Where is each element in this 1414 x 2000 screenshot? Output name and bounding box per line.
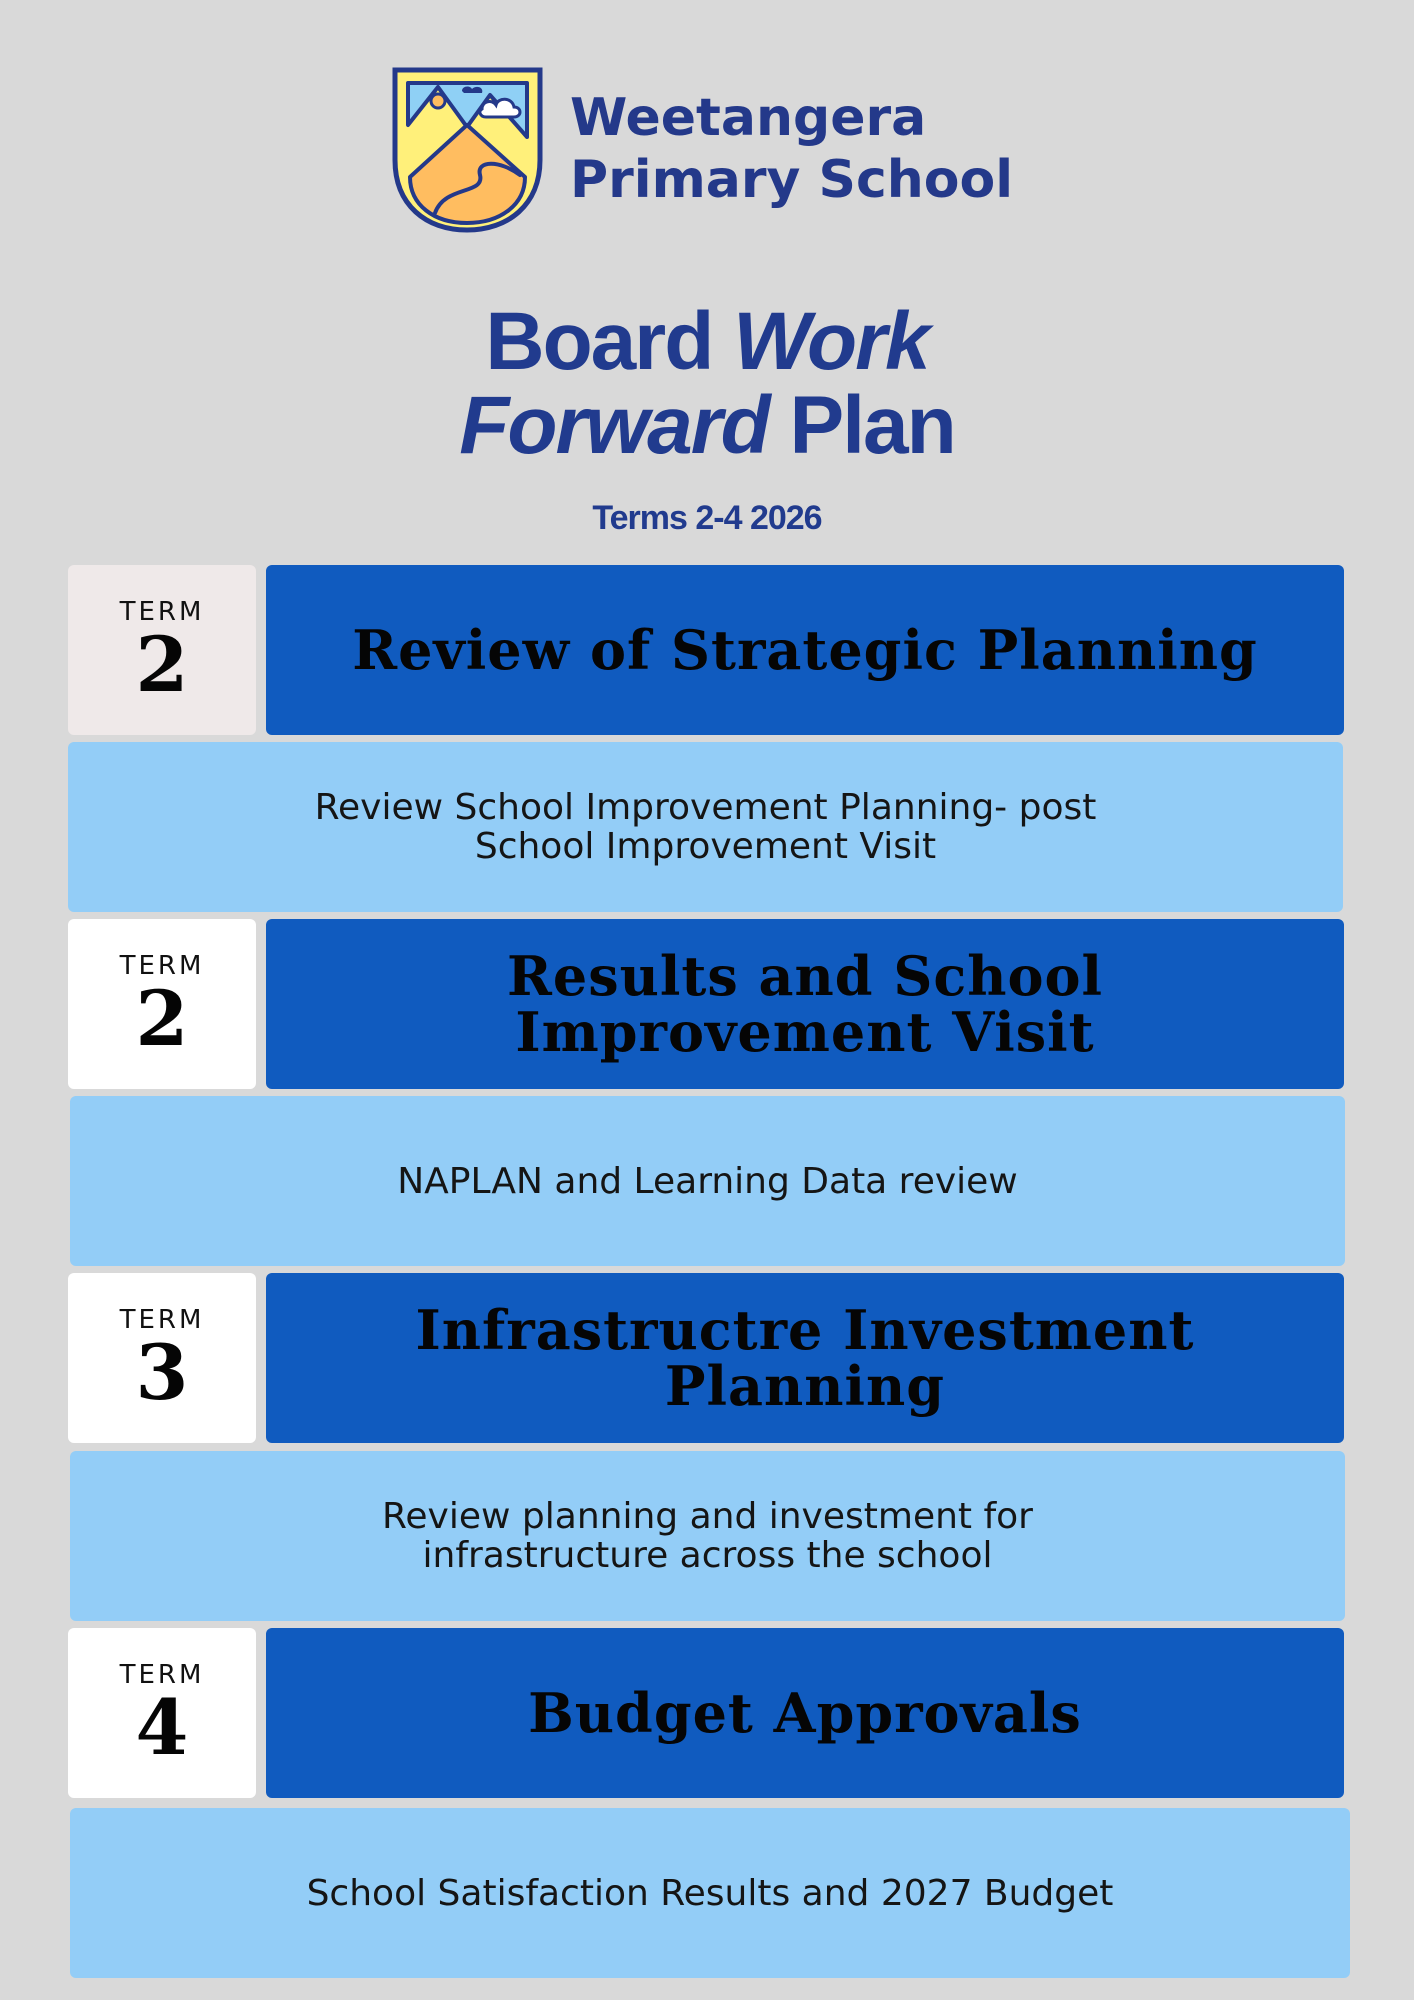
title-word-work: Work [733,296,929,387]
section-description-1 [68,742,1343,912]
section-description-text: Review planning and investment for infrastructure across the school [382,1496,1033,1576]
section-heading-text: Infrastructre Investment Planning [415,1298,1195,1418]
term-card-2 [68,919,256,1089]
term-label: TERM [119,951,205,981]
term-card-1 [68,565,256,735]
term-card-3 [68,1273,256,1443]
section-description-text: Review School Improvement Planning- post School Improvement Visit [314,787,1097,867]
section-description-3 [70,1451,1345,1621]
page-subtitle: Terms 2-4 2026 [592,499,822,537]
page-title [0,296,1414,471]
section-heading-text: Results and School Improvement Visit [506,944,1104,1064]
school-crest-logo [390,65,545,235]
term-label: TERM [119,1305,205,1335]
term-number: 2 [135,974,189,1063]
section-heading-4 [266,1628,1344,1798]
section-description-2 [70,1096,1345,1266]
title-word-board: Board [485,296,713,387]
school-header [390,65,1030,235]
school-name-line1: Weetangera [570,88,927,148]
section-description-text: NAPLAN and Learning Data review [397,1160,1018,1202]
term-label: TERM [119,597,205,627]
title-word-forward: Forward [459,380,769,471]
term-number: 4 [135,1683,189,1772]
section-heading-text: Budget Approvals [528,1681,1082,1745]
section-description-4 [70,1808,1350,1978]
section-description-text: School Satisfaction Results and 2027 Budget [306,1872,1114,1914]
term-card-4 [68,1628,256,1798]
section-heading-text: Review of Strategic Planning [352,618,1258,682]
section-heading-1 [266,565,1344,735]
term-number: 3 [135,1328,189,1417]
title-word-plan: Plan [789,380,955,471]
school-name-line2: Primary School [570,150,1014,210]
section-heading-2 [266,919,1344,1089]
section-heading-3 [266,1273,1344,1443]
term-number: 2 [135,620,189,709]
term-label: TERM [119,1660,205,1690]
school-name [570,87,1013,211]
